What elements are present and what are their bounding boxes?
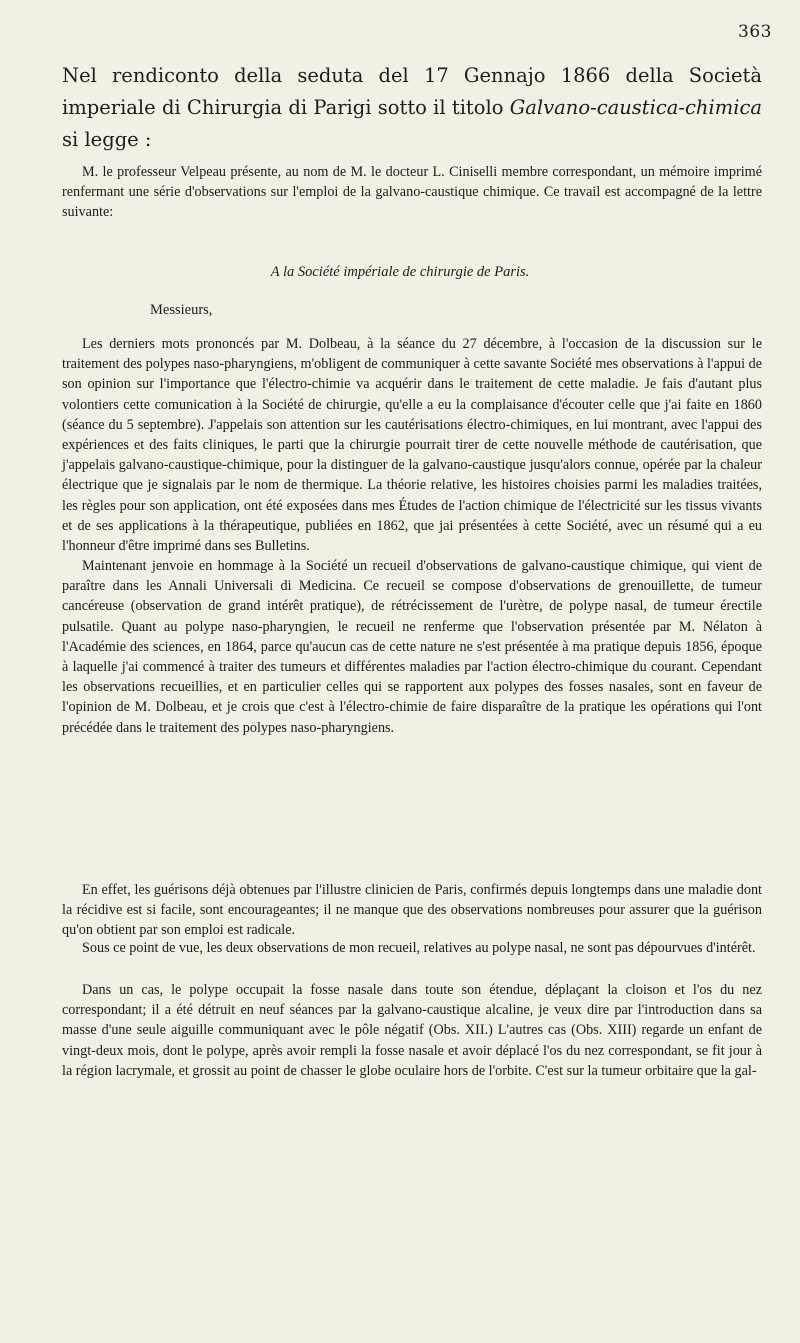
intro-text-before: Nel rendiconto della seduta del 17 Gennajo 1866 della Società imperiale di Chirurgia di Parigi sotto il titolo xyxy=(62,64,762,119)
letter-paragraph-5: Dans un cas, le polype occupait la fosse nasale dans toute son étendue, déplaçant la cloison et l'os du nez correspondant; il a été détruit en neuf séances par la galvano-caustique alcaline, je veux dire par l'introduction dans sa masse d'une seule aiguille communiquant avec le pôle négatif (Obs. XII.) L'autres cas (Obs. XIII) regarde un enfant de vingt-deux mois, dont le polype, après avoir rempli la fosse nasale et avoir déplacé l'os du nez correspondant, se fit jour à la région lacrymale, et grossit au point de chasser le globe oculaire hors de l'orbite. C'est sur la tumeur orbitaire que la gal- xyxy=(62,982,762,1079)
letter-paragraph-1: Les derniers mots prononcés par M. Dolbeau, à la séance du 27 décembre, à l'occasion de la discussion sur le traitement des polypes naso-pharyngiens, m'obligent de communiquer à cette savante Société mes observations à l'appui de son opinion sur l'importance que l'électro-chimie va acquérir dans le traitement de cette maladie. Je fais d'autant plus volontiers cette comunication à la Société de chirurgie, qu'elle a eu la complaisance d'écouter celle que j'ai faite en 1860 (séance du 5 septembre). J'appelais son attention sur les cautérisations électro-chimiques, en lui montrant, avec l'appui des expériences et des faits cliniques, le parti que la chirurgie pourrait tirer de cette nouvelle méthode de cautérisation, que j'appelais galvano-caustique-chimique, pour la distinguer de la galvano-caustique jusqu'alors connue, opérée par la chaleur électrique que je signalais par le nom de thermique. La théorie relative, les histoires choisies parmi les maladies traitées, les règles pour son application, ont été exposées dans mes Études de l'action chimique de l'électricité sur les tissus vivants et de ses applications à la thérapeutique, publiées en 1862, que jai présentées à cette Société, avec un résumé qui a eu l'honneur d'être imprimé dans ses Bulletins. xyxy=(62,336,762,555)
salutation: Messieurs, xyxy=(150,302,213,318)
page-number: 363 xyxy=(738,22,772,42)
italian-intro xyxy=(62,60,762,156)
letter-paragraph-2: Maintenant jenvoie en hommage à la Société un recueil d'observations de galvano-caustique chimique, qui vient de paraître dans les Annali Universali di Medicina. Ce recueil se compose d'observations de grenouillette, de tumeur cancéreuse (observation de grand intérêt pratique), de rétrécissement de l'urètre, de polype nasal, de tumeur érectile pulsatile. Quant au polype naso-pharyngien, le recueil ne renferme que l'observation présentée par M. Nélaton à l'Académie des sciences, en 1864, parce qu'aucun cas de cette nature ne s'est présentée à ma pratique depuis 1856, époque à laquelle j'ai commencé à traiter des tumeurs et différentes maladies par l'action électro-chimique du courant. Cependant les observations recueillies, et en particulier celles qui se rapportent aux polypes des fosses nasales, sont en faveur de l'opinion de M. Dolbeau, et je crois que c'est à l'électro-chimie de faire disparaître de la pratique les opérations qui l'ont précédée dans le traitement des polypes naso-pharyngiens. xyxy=(62,558,762,736)
letter-paragraph-4: Sous ce point de vue, les deux observations de mon recueil, relatives au polype nasal, ne sont pas dépourvues d'intérêt. xyxy=(82,940,756,956)
intro-text-after: si legge : xyxy=(62,128,152,151)
letter-paragraph-3: En effet, les guérisons déjà obtenues par l'illustre clinicien de Paris, confirmés depuis longtemps dans une maladie dont la récidive est si facile, sont encourageantes; il ne manque que des observations nombreuses pour assurer que la guérison qu'on obtient par son emploi est radicale. xyxy=(62,882,762,939)
intro-title: Galvano-caustica-chimica xyxy=(509,96,762,119)
letter-heading: A la Société impériale de chirurgie de Paris. xyxy=(270,264,530,280)
presentation-paragraph: M. le professeur Velpeau présente, au nom de M. le docteur L. Ciniselli membre correspondant, un mémoire imprimé renfermant une série d'observations sur l'emploi de la galvano-caustique chimique. Ce travail est accompagné de la lettre suivante: xyxy=(62,164,762,221)
